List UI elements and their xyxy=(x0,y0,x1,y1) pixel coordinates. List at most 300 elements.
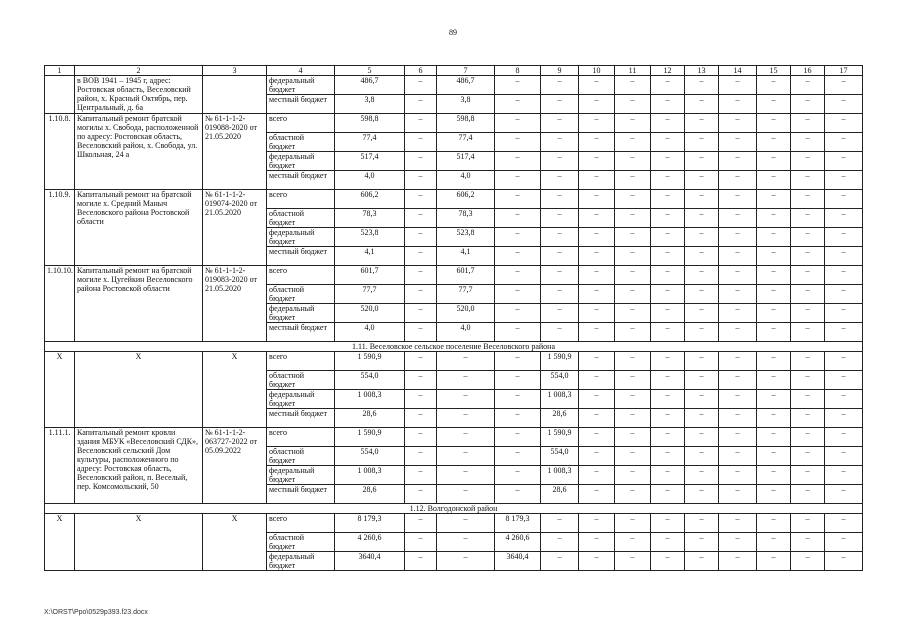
funding-source: федеральный бюджет xyxy=(267,228,335,247)
amount-cell: 486,7 xyxy=(335,76,405,95)
amount-cell: – xyxy=(825,114,863,133)
amount-cell: – xyxy=(757,95,791,114)
amount-cell: – xyxy=(541,209,579,228)
funding-source: местный бюджет xyxy=(267,171,335,190)
amount-cell: – xyxy=(651,409,685,428)
amount-cell: – xyxy=(651,390,685,409)
amount-cell: – xyxy=(791,133,825,152)
amount-cell: – xyxy=(615,266,651,285)
amount-cell: – xyxy=(541,247,579,266)
amount-cell: – xyxy=(541,323,579,342)
amount-cell: – xyxy=(579,466,615,485)
amount-cell: – xyxy=(651,190,685,209)
section-title: 1.11. Веселовское сельское поселение Веселовского района xyxy=(45,342,863,352)
amount-cell: – xyxy=(579,304,615,323)
amount-cell: – xyxy=(405,533,437,552)
amount-cell: – xyxy=(825,390,863,409)
amount-cell: – xyxy=(719,247,757,266)
amount-cell: – xyxy=(495,352,541,371)
amount-cell: – xyxy=(579,171,615,190)
amount-cell: 486,7 xyxy=(437,76,495,95)
amount-cell: 8 179,3 xyxy=(495,514,541,533)
amount-cell: – xyxy=(719,171,757,190)
amount-cell: – xyxy=(757,390,791,409)
funding-source: местный бюджет xyxy=(267,409,335,428)
table-row xyxy=(45,190,863,209)
amount-cell: – xyxy=(541,133,579,152)
amount-cell: 520,0 xyxy=(335,304,405,323)
amount-cell: – xyxy=(685,390,719,409)
amount-cell: – xyxy=(651,552,685,571)
funding-source: местный бюджет xyxy=(267,95,335,114)
amount-cell: – xyxy=(757,428,791,447)
amount-cell: – xyxy=(791,171,825,190)
amount-cell: – xyxy=(685,371,719,390)
amount-cell: – xyxy=(825,514,863,533)
amount-cell: – xyxy=(615,552,651,571)
amount-cell: – xyxy=(495,209,541,228)
amount-cell: – xyxy=(579,152,615,171)
amount-cell: – xyxy=(615,228,651,247)
amount-cell: – xyxy=(437,514,495,533)
amount-cell: – xyxy=(651,114,685,133)
amount-cell: – xyxy=(685,95,719,114)
amount-cell: – xyxy=(615,171,651,190)
amount-cell: – xyxy=(651,152,685,171)
section-header-row xyxy=(45,504,863,514)
amount-cell: – xyxy=(757,323,791,342)
amount-cell: – xyxy=(825,371,863,390)
amount-cell: – xyxy=(651,323,685,342)
amount-cell: – xyxy=(825,247,863,266)
amount-cell: – xyxy=(615,285,651,304)
amount-cell: – xyxy=(495,171,541,190)
item-name: в ВОВ 1941 – 1945 г, адрес: Ростовская область, Веселовский район, х. Красный Октябрь, пер. Центральный, д. 6а xyxy=(75,76,203,114)
amount-cell: – xyxy=(685,76,719,95)
amount-cell: – xyxy=(719,352,757,371)
amount-cell: – xyxy=(579,409,615,428)
amount-cell: – xyxy=(685,304,719,323)
amount-cell: – xyxy=(825,152,863,171)
amount-cell: – xyxy=(405,323,437,342)
amount-cell: – xyxy=(651,266,685,285)
amount-cell: – xyxy=(719,209,757,228)
item-number: Х xyxy=(45,352,75,428)
amount-cell: – xyxy=(437,371,495,390)
column-number-header: 16 xyxy=(791,66,825,76)
amount-cell: 77,4 xyxy=(437,133,495,152)
amount-cell: – xyxy=(495,228,541,247)
column-number-header: 9 xyxy=(541,66,579,76)
amount-cell: – xyxy=(579,285,615,304)
amount-cell: – xyxy=(541,190,579,209)
table-row xyxy=(45,514,863,533)
amount-cell: – xyxy=(579,447,615,466)
amount-cell: 4,0 xyxy=(437,171,495,190)
amount-cell: – xyxy=(791,447,825,466)
amount-cell: – xyxy=(719,485,757,504)
amount-cell: 1 590,9 xyxy=(541,352,579,371)
amount-cell: – xyxy=(651,352,685,371)
amount-cell: – xyxy=(405,228,437,247)
amount-cell: – xyxy=(541,95,579,114)
amount-cell: – xyxy=(495,447,541,466)
amount-cell: 601,7 xyxy=(437,266,495,285)
amount-cell: – xyxy=(615,447,651,466)
amount-cell: 77,4 xyxy=(335,133,405,152)
section-title: 1.12. Волгодонской район xyxy=(45,504,863,514)
item-name: Капитальный ремонт на братской могиле х. Цугейкин Веселовского района Ростовской области xyxy=(75,266,203,342)
amount-cell: 520,0 xyxy=(437,304,495,323)
amount-cell: – xyxy=(791,552,825,571)
funding-source: местный бюджет xyxy=(267,323,335,342)
amount-cell: 1 590,9 xyxy=(335,428,405,447)
amount-cell: 4,0 xyxy=(335,323,405,342)
amount-cell: – xyxy=(719,514,757,533)
amount-cell: – xyxy=(757,447,791,466)
amount-cell: – xyxy=(757,76,791,95)
amount-cell: – xyxy=(685,533,719,552)
amount-cell: – xyxy=(405,152,437,171)
amount-cell: 3640,4 xyxy=(495,552,541,571)
amount-cell: – xyxy=(651,209,685,228)
item-name: Капитальный ремонт братской могилы х. Свобода, расположенной по адресу: Ростовская область, Веселовский район, х. Свобода, ул. Школьная, 24 а xyxy=(75,114,203,190)
amount-cell: – xyxy=(437,485,495,504)
amount-cell: 4,1 xyxy=(437,247,495,266)
amount-cell: – xyxy=(651,371,685,390)
amount-cell: – xyxy=(405,304,437,323)
amount-cell: – xyxy=(791,371,825,390)
amount-cell: – xyxy=(615,514,651,533)
amount-cell: – xyxy=(757,266,791,285)
amount-cell: – xyxy=(405,190,437,209)
amount-cell: 1 590,9 xyxy=(541,428,579,447)
amount-cell: – xyxy=(405,447,437,466)
amount-cell: – xyxy=(615,390,651,409)
amount-cell: – xyxy=(757,485,791,504)
amount-cell: – xyxy=(825,466,863,485)
amount-cell: – xyxy=(437,428,495,447)
amount-cell: – xyxy=(437,352,495,371)
amount-cell: – xyxy=(615,533,651,552)
amount-cell: – xyxy=(579,209,615,228)
amount-cell: – xyxy=(541,533,579,552)
amount-cell: – xyxy=(825,228,863,247)
amount-cell: – xyxy=(437,447,495,466)
column-number-header: 6 xyxy=(405,66,437,76)
amount-cell: – xyxy=(791,209,825,228)
amount-cell: – xyxy=(719,428,757,447)
column-number-header: 2 xyxy=(75,66,203,76)
amount-cell: – xyxy=(579,190,615,209)
column-number-header: 10 xyxy=(579,66,615,76)
amount-cell: 1 008,3 xyxy=(541,466,579,485)
amount-cell: 28,6 xyxy=(335,485,405,504)
amount-cell: – xyxy=(825,190,863,209)
amount-cell: – xyxy=(495,285,541,304)
amount-cell: 4 260,6 xyxy=(335,533,405,552)
amount-cell: 517,4 xyxy=(335,152,405,171)
amount-cell: – xyxy=(825,323,863,342)
amount-cell: – xyxy=(685,552,719,571)
amount-cell: – xyxy=(757,533,791,552)
amount-cell: 3,8 xyxy=(437,95,495,114)
amount-cell: – xyxy=(791,190,825,209)
amount-cell: – xyxy=(437,552,495,571)
item-document xyxy=(203,76,267,114)
amount-cell: – xyxy=(651,304,685,323)
amount-cell: – xyxy=(719,266,757,285)
amount-cell: – xyxy=(579,352,615,371)
amount-cell: – xyxy=(495,428,541,447)
column-number-header: 17 xyxy=(825,66,863,76)
amount-cell: – xyxy=(685,190,719,209)
amount-cell: – xyxy=(405,466,437,485)
item-document: Х xyxy=(203,352,267,428)
amount-cell: – xyxy=(651,514,685,533)
amount-cell: – xyxy=(405,95,437,114)
funding-source: федеральный бюджет xyxy=(267,552,335,571)
amount-cell: – xyxy=(685,323,719,342)
amount-cell: – xyxy=(405,390,437,409)
amount-cell: – xyxy=(719,76,757,95)
amount-cell: – xyxy=(405,133,437,152)
amount-cell: 4,0 xyxy=(437,323,495,342)
amount-cell: – xyxy=(685,409,719,428)
amount-cell: – xyxy=(685,114,719,133)
table-row xyxy=(45,428,863,447)
amount-cell: 28,6 xyxy=(541,409,579,428)
amount-cell: – xyxy=(825,76,863,95)
item-name: Х xyxy=(75,514,203,571)
amount-cell: – xyxy=(757,409,791,428)
item-name: Капитальный ремонт на братской могиле х. Средний Маныч Веселовского района Ростовской области xyxy=(75,190,203,266)
amount-cell: – xyxy=(579,266,615,285)
page-number: 89 xyxy=(449,28,457,37)
funding-source: федеральный бюджет xyxy=(267,466,335,485)
amount-cell: – xyxy=(615,371,651,390)
funding-source: областной бюджет xyxy=(267,371,335,390)
amount-cell: – xyxy=(757,285,791,304)
amount-cell: 77,7 xyxy=(335,285,405,304)
amount-cell: 601,7 xyxy=(335,266,405,285)
item-number: 1.10.8. xyxy=(45,114,75,190)
column-number-header: 8 xyxy=(495,66,541,76)
amount-cell: – xyxy=(791,114,825,133)
amount-cell: – xyxy=(685,447,719,466)
column-number-header: 5 xyxy=(335,66,405,76)
amount-cell: – xyxy=(685,285,719,304)
amount-cell: – xyxy=(495,390,541,409)
amount-cell: – xyxy=(685,266,719,285)
amount-cell: – xyxy=(579,428,615,447)
item-document: Х xyxy=(203,514,267,571)
column-number-header: 15 xyxy=(757,66,791,76)
column-number-header: 4 xyxy=(267,66,335,76)
funding-source: федеральный бюджет xyxy=(267,152,335,171)
amount-cell: – xyxy=(719,533,757,552)
amount-cell: – xyxy=(791,95,825,114)
amount-cell: – xyxy=(757,466,791,485)
table-row xyxy=(45,352,863,371)
amount-cell: – xyxy=(579,95,615,114)
amount-cell: – xyxy=(541,114,579,133)
funding-source: местный бюджет xyxy=(267,485,335,504)
funding-source: федеральный бюджет xyxy=(267,76,335,95)
column-number-header: 1 xyxy=(45,66,75,76)
amount-cell: – xyxy=(615,409,651,428)
amount-cell: – xyxy=(685,171,719,190)
file-path: X:\ORST\Ppo\0529p393.f23.docx xyxy=(44,609,148,616)
amount-cell: – xyxy=(757,304,791,323)
amount-cell: – xyxy=(757,114,791,133)
item-number: Х xyxy=(45,514,75,571)
amount-cell: – xyxy=(791,76,825,95)
column-number-header: 12 xyxy=(651,66,685,76)
amount-cell: – xyxy=(685,133,719,152)
item-document: № 61-1-1-2-063727-2022 от 05.09.2022 xyxy=(203,428,267,504)
funding-source: областной бюджет xyxy=(267,533,335,552)
funding-source: областной бюджет xyxy=(267,133,335,152)
amount-cell: – xyxy=(791,323,825,342)
amount-cell: – xyxy=(757,514,791,533)
amount-cell: – xyxy=(685,209,719,228)
amount-cell: – xyxy=(825,95,863,114)
column-number-header: 13 xyxy=(685,66,719,76)
amount-cell: – xyxy=(825,447,863,466)
amount-cell: – xyxy=(541,266,579,285)
amount-cell: – xyxy=(651,533,685,552)
amount-cell: – xyxy=(437,390,495,409)
amount-cell: – xyxy=(495,371,541,390)
funding-source: всего xyxy=(267,352,335,371)
amount-cell: 554,0 xyxy=(335,371,405,390)
amount-cell: – xyxy=(615,133,651,152)
amount-cell: – xyxy=(405,485,437,504)
amount-cell: – xyxy=(579,76,615,95)
item-name: Х xyxy=(75,352,203,428)
amount-cell: – xyxy=(685,228,719,247)
amount-cell: – xyxy=(579,133,615,152)
amount-cell: – xyxy=(405,371,437,390)
table-row xyxy=(45,76,863,95)
amount-cell: – xyxy=(757,171,791,190)
amount-cell: – xyxy=(685,247,719,266)
amount-cell: – xyxy=(579,114,615,133)
budget-table xyxy=(44,65,863,571)
amount-cell: – xyxy=(825,409,863,428)
amount-cell: – xyxy=(405,409,437,428)
amount-cell: – xyxy=(651,95,685,114)
amount-cell: – xyxy=(791,304,825,323)
amount-cell: 1 590,9 xyxy=(335,352,405,371)
amount-cell: – xyxy=(719,228,757,247)
amount-cell: – xyxy=(405,266,437,285)
item-document: № 61-1-1-2-019083-2020 от 21.05.2020 xyxy=(203,266,267,342)
amount-cell: – xyxy=(719,190,757,209)
amount-cell: – xyxy=(405,171,437,190)
amount-cell: – xyxy=(615,304,651,323)
amount-cell: 78,3 xyxy=(437,209,495,228)
amount-cell: – xyxy=(825,209,863,228)
amount-cell: – xyxy=(615,428,651,447)
section-header-row xyxy=(45,342,863,352)
amount-cell: 523,8 xyxy=(335,228,405,247)
amount-cell: – xyxy=(405,247,437,266)
amount-cell: – xyxy=(825,428,863,447)
amount-cell: – xyxy=(495,76,541,95)
amount-cell: – xyxy=(791,485,825,504)
amount-cell: – xyxy=(437,466,495,485)
amount-cell: – xyxy=(615,485,651,504)
item-number: 1.10.10. xyxy=(45,266,75,342)
amount-cell: – xyxy=(719,285,757,304)
amount-cell: – xyxy=(495,304,541,323)
item-name: Капитальный ремонт кровли здания МБУК «Веселовский СДК», Веселовский сельский Дом культуры, расположенного по адресу: Ростовская область, Веселовский район, п. Веселый, пер. Комсомольский, 50 xyxy=(75,428,203,504)
amount-cell: – xyxy=(719,390,757,409)
amount-cell: – xyxy=(791,390,825,409)
amount-cell: – xyxy=(651,133,685,152)
item-document: № 61-1-1-2-019088-2020 от 21.05.2020 xyxy=(203,114,267,190)
funding-source: всего xyxy=(267,514,335,533)
amount-cell: – xyxy=(719,323,757,342)
amount-cell: 517,4 xyxy=(437,152,495,171)
amount-cell: – xyxy=(615,76,651,95)
amount-cell: 1 008,3 xyxy=(335,390,405,409)
amount-cell: – xyxy=(615,352,651,371)
amount-cell: – xyxy=(541,514,579,533)
item-number: 1.11.1. xyxy=(45,428,75,504)
amount-cell: 77,7 xyxy=(437,285,495,304)
funding-source: всего xyxy=(267,428,335,447)
funding-source: областной бюджет xyxy=(267,209,335,228)
amount-cell: – xyxy=(825,285,863,304)
amount-cell: – xyxy=(719,133,757,152)
amount-cell: 554,0 xyxy=(335,447,405,466)
amount-cell: – xyxy=(495,247,541,266)
amount-cell: – xyxy=(685,352,719,371)
table-row xyxy=(45,266,863,285)
amount-cell: – xyxy=(437,533,495,552)
amount-cell: 554,0 xyxy=(541,447,579,466)
column-number-header: 3 xyxy=(203,66,267,76)
amount-cell: – xyxy=(685,514,719,533)
amount-cell: – xyxy=(719,466,757,485)
amount-cell: – xyxy=(757,133,791,152)
column-number-header: 11 xyxy=(615,66,651,76)
amount-cell: – xyxy=(405,428,437,447)
amount-cell: – xyxy=(405,209,437,228)
column-number-header: 7 xyxy=(437,66,495,76)
amount-cell: – xyxy=(651,447,685,466)
amount-cell: – xyxy=(541,171,579,190)
amount-cell: – xyxy=(757,190,791,209)
amount-cell: – xyxy=(579,371,615,390)
table-header-row xyxy=(45,66,863,76)
amount-cell: – xyxy=(791,285,825,304)
amount-cell: – xyxy=(719,371,757,390)
item-number xyxy=(45,76,75,114)
amount-cell: – xyxy=(825,552,863,571)
amount-cell: 606,2 xyxy=(437,190,495,209)
amount-cell: – xyxy=(541,228,579,247)
amount-cell: – xyxy=(757,228,791,247)
amount-cell: 8 179,3 xyxy=(335,514,405,533)
amount-cell: – xyxy=(719,552,757,571)
amount-cell: – xyxy=(825,266,863,285)
amount-cell: – xyxy=(791,409,825,428)
amount-cell: – xyxy=(651,428,685,447)
